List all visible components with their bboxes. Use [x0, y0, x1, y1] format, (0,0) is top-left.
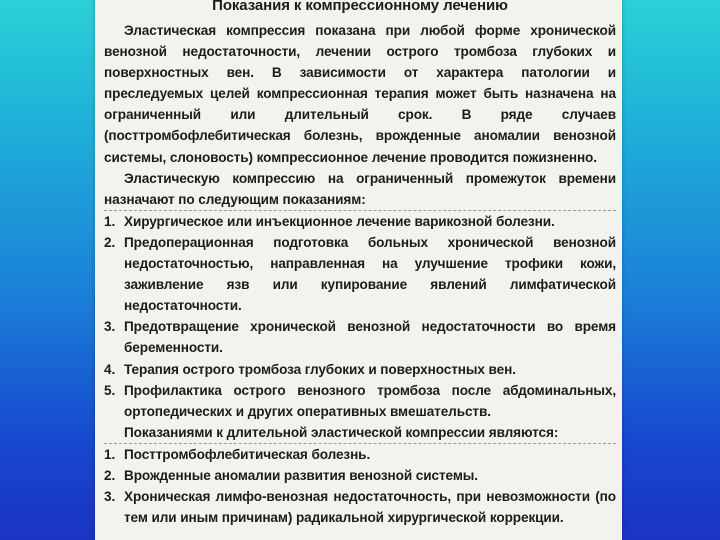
- list-item-number: 3.: [104, 489, 116, 505]
- intro-text-mid: или: [201, 107, 285, 123]
- list-item: [104, 380, 616, 422]
- list-item-text: Посттромбофлебитическая болезнь.: [124, 446, 371, 462]
- list-item-number: 3.: [104, 319, 116, 335]
- list-item-number: 2.: [104, 467, 116, 483]
- long-list: [104, 444, 616, 528]
- page-title: Показания к компрессионному лечению: [212, 0, 508, 14]
- list-item-number: 5.: [104, 382, 116, 398]
- list-item-number: 2.: [104, 234, 116, 250]
- list-item: [104, 359, 616, 380]
- list-item: [104, 211, 616, 232]
- list-item-number: 1.: [104, 446, 116, 462]
- limited-heading: Эластическую компрессию на ограниченный промежуток времени назначают по следующим показаниям:: [104, 168, 616, 211]
- list-item-number: 1.: [104, 213, 116, 229]
- list-item-text: Профилактика острого венозного тромбоза после абдоминальных, ортопедических и других оперативных вмешательств.: [124, 382, 616, 419]
- intro-bold-limited: ограниченный: [104, 107, 202, 123]
- list-item-text: Предоперационная подготовка больных хронической венозной недостаточностью, направленная на улучшение трофики кожи, заживление язв или купирование явлений лимфатической недостаточности.: [124, 234, 616, 314]
- intro-paragraph: [104, 20, 616, 168]
- list-item: [104, 465, 616, 486]
- limited-list: [104, 211, 616, 422]
- list-item-text: Врожденные аномалии развития венозной системы.: [124, 467, 478, 483]
- list-item: [104, 444, 616, 465]
- list-item-text: Предотвращение хронической венозной недостаточности во время беременности.: [124, 319, 616, 356]
- list-item-text: Терапия острого тромбоза глубоких и поверхностных вен.: [124, 361, 516, 377]
- list-item: [104, 232, 616, 316]
- list-item: [104, 486, 616, 528]
- list-item: [104, 316, 616, 358]
- intro-text-1: Эластическая компрессия показана при любой форме хронической венозной недостаточности, лечении острого тромбоза глубоких и поверхностных вен. В зависимости от характера патологии и преследуемых целей компрессионная терапия может быть назначена на: [104, 23, 616, 102]
- document-page: [95, 0, 622, 540]
- list-item-text: Хирургическое или инъекционное лечение варикозной болезни.: [124, 213, 555, 229]
- intro-text-2: срок. В ряде случаев (посттромбофлебитическая болезнь, врожденные аномалии венозной системы, слоновость) компрессионное лечение проводится пожизненно.: [104, 107, 617, 165]
- long-heading: Показаниями к длительной эластической компрессии являются:: [104, 422, 616, 444]
- list-item-number: 4.: [104, 361, 116, 377]
- list-item-text: Хроническая лимфо-венозная недостаточность, при невозможности (по тем или иным причинам) радикальной хирургической коррекции.: [124, 489, 616, 526]
- document-content: [104, 0, 616, 528]
- intro-bold-long: длительный: [284, 107, 369, 123]
